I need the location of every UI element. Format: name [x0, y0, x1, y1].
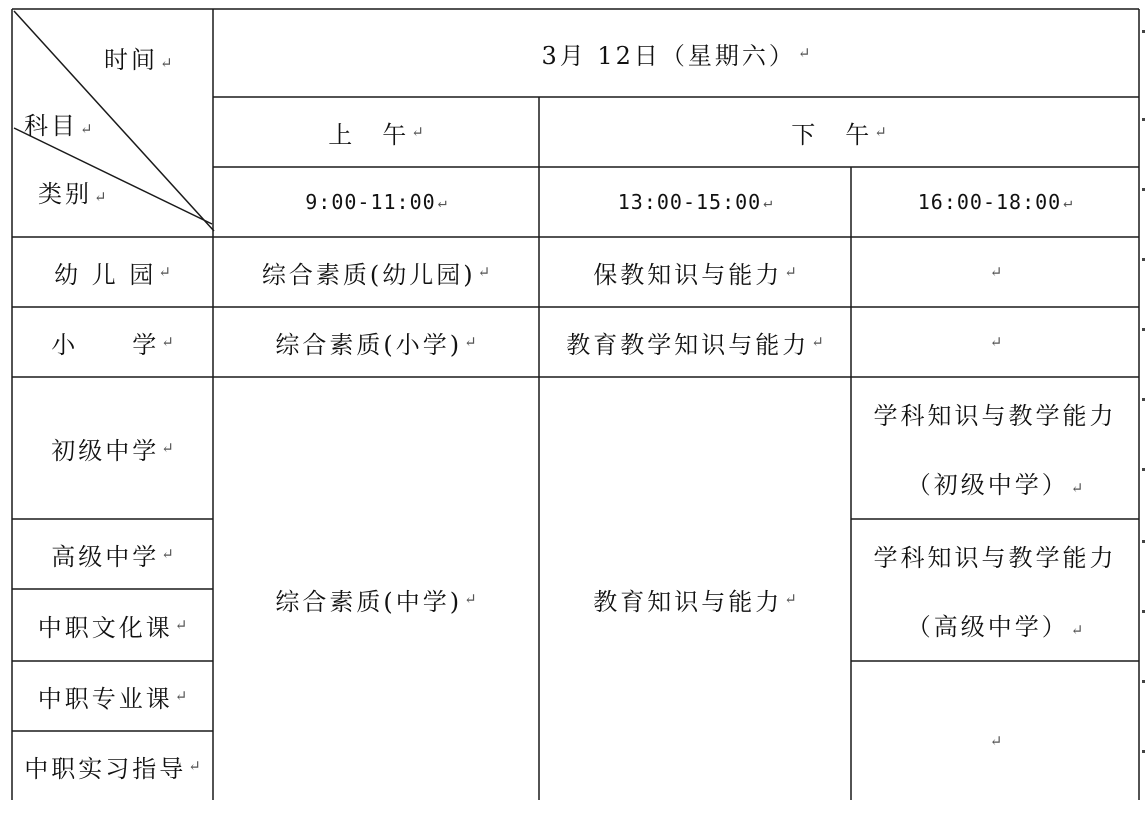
primary-slot2: 教育教学知识与能力 ↵ — [566, 330, 824, 359]
time-slot-1: 9:00-11:00 ↵ — [305, 190, 447, 214]
afternoon-header: 下 午 ↵ — [791, 120, 887, 149]
time-slot-3: 16:00-18:00 ↵ — [917, 190, 1073, 214]
row-end-mark — [1142, 328, 1145, 331]
secondary-slot2-merged: 教育知识与能力 ↵ — [593, 587, 797, 616]
vocational-slot3-merged: ↵ — [989, 732, 1003, 750]
row-end-mark — [1142, 610, 1145, 613]
row-end-mark — [1142, 398, 1145, 401]
secondary-slot1-merged: 综合素质(中学) ↵ — [275, 587, 477, 616]
row-end-mark — [1142, 188, 1145, 191]
row-label-senior-middle: 高级中学 ↵ — [51, 542, 174, 571]
senior-slot3-line1: 学科知识与教学能力 — [873, 544, 1117, 572]
row-label-vocational-culture: 中职文化课 ↵ — [37, 613, 188, 642]
corner-category-label: 类别 ↵ — [38, 180, 107, 208]
kindergarten-slot3: ↵ — [989, 263, 1003, 281]
row-label-vocational-internship: 中职实习指导 ↵ — [24, 754, 201, 783]
junior-slot3-line2: （初级中学） ↵ — [906, 471, 1084, 499]
row-end-mark — [1142, 468, 1145, 471]
row-label-vocational-professional: 中职专业课 ↵ — [37, 684, 188, 713]
row-end-mark — [1142, 680, 1145, 683]
corner-time-label: 时间 ↵ — [104, 46, 173, 74]
senior-slot3-line2: （高级中学） ↵ — [906, 613, 1084, 641]
exam-date-header: 3月 12日（星期六） ↵ — [541, 41, 811, 70]
row-end-mark — [1142, 118, 1145, 121]
row-end-mark — [1142, 750, 1145, 753]
row-end-mark — [1142, 258, 1145, 261]
morning-header: 上 午 ↵ — [328, 120, 424, 149]
kindergarten-slot2: 保教知识与能力 ↵ — [593, 260, 797, 289]
primary-slot3: ↵ — [989, 333, 1003, 351]
row-label-junior-middle: 初级中学 ↵ — [51, 436, 174, 465]
row-label-kindergarten: 幼 儿 园 ↵ — [54, 260, 171, 289]
row-end-mark — [1142, 540, 1145, 543]
row-label-primary: 小 学 ↵ — [51, 330, 174, 359]
junior-slot3-line1: 学科知识与教学能力 — [873, 402, 1117, 430]
row-end-mark — [1142, 30, 1145, 33]
primary-slot1: 综合素质(小学) ↵ — [275, 330, 477, 359]
junior-slot3 — [852, 378, 1138, 518]
time-slot-2: 13:00-15:00 ↵ — [617, 190, 773, 214]
senior-slot3 — [852, 520, 1138, 660]
kindergarten-slot1: 综合素质(幼儿园) ↵ — [261, 260, 491, 289]
corner-subject-label: 科目 ↵ — [24, 112, 93, 140]
